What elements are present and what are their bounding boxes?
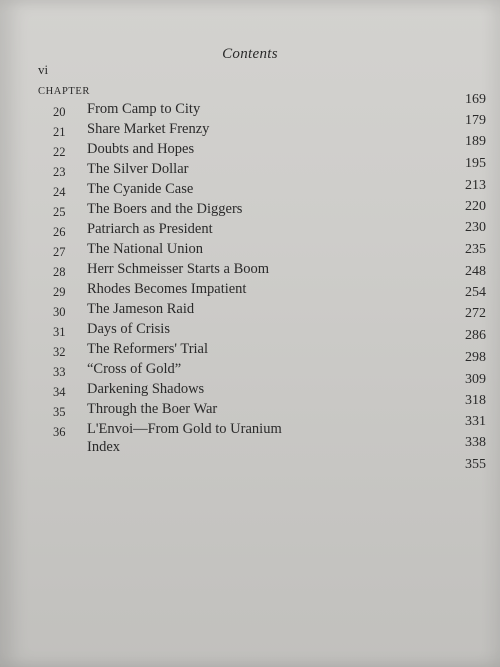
page-number: 235	[465, 242, 486, 257]
chapter-number: 20	[53, 105, 66, 119]
chapter-title: From Camp to City	[87, 101, 201, 117]
chapter-title: L'Envoi—From Gold to Uranium	[87, 421, 282, 437]
chapter-number: 26	[53, 225, 66, 239]
chapter-number: 22	[53, 145, 66, 159]
chapter-number: 29	[53, 285, 66, 299]
chapter-number: 30	[53, 305, 66, 319]
page-number: 213	[465, 178, 486, 193]
chapter-title: The Boers and the Diggers	[87, 201, 243, 217]
page-number: 195	[465, 156, 486, 171]
page-number: 286	[465, 328, 486, 343]
chapter-title: The Cyanide Case	[87, 181, 194, 197]
chapter-title: Through the Boer War	[87, 401, 218, 417]
page-number: 254	[465, 285, 486, 300]
page-number: 338	[465, 435, 486, 450]
chapter-title: Darkening Shadows	[87, 381, 205, 397]
chapter-number: 25	[53, 205, 66, 219]
chapter-number: 36	[53, 425, 66, 439]
page-number: 248	[465, 264, 486, 279]
chapter-number: 23	[53, 165, 66, 179]
page-number: 272	[465, 306, 486, 321]
chapter-title: The Reformers' Trial	[87, 341, 209, 357]
chapter-number: 35	[53, 405, 66, 419]
page-number: 318	[465, 393, 486, 408]
page-number: 220	[465, 199, 486, 214]
chapter-number: 31	[53, 325, 66, 339]
chapter-number: 34	[53, 385, 66, 399]
chapter-title: Rhodes Becomes Impatient	[87, 281, 247, 297]
page-title: Contents	[222, 46, 278, 62]
chapter-title: Patriarch as President	[87, 221, 213, 237]
page-number: 309	[465, 372, 486, 387]
page-number: 179	[465, 113, 486, 128]
chapter-number: 24	[53, 185, 66, 199]
chapter-title: Share Market Frenzy	[87, 121, 210, 137]
chapter-number: 21	[53, 125, 66, 139]
page-number: 298	[465, 350, 486, 365]
chapter-number: 28	[53, 265, 66, 279]
chapter-number: 32	[53, 345, 66, 359]
chapter-title: The Silver Dollar	[87, 161, 189, 177]
chapter-title: Days of Crisis	[87, 321, 170, 337]
folio-number: vi	[38, 62, 49, 77]
page-number: 355	[465, 457, 486, 472]
page-number: 230	[465, 220, 486, 235]
index-title: Index	[87, 439, 121, 455]
chapter-title: Herr Schmeisser Starts a Boom	[87, 261, 270, 277]
chapter-title: “Cross of Gold”	[87, 361, 182, 377]
page-number: 189	[465, 134, 486, 149]
chapter-column-label: CHAPTER	[38, 86, 91, 97]
chapter-number: 27	[53, 245, 66, 259]
chapter-title: The National Union	[87, 241, 203, 257]
page-number: 331	[465, 414, 486, 429]
chapter-title: Doubts and Hopes	[87, 141, 195, 157]
page-number: 169	[465, 92, 486, 107]
chapter-title: The Jameson Raid	[87, 301, 195, 317]
chapter-number: 33	[53, 365, 66, 379]
